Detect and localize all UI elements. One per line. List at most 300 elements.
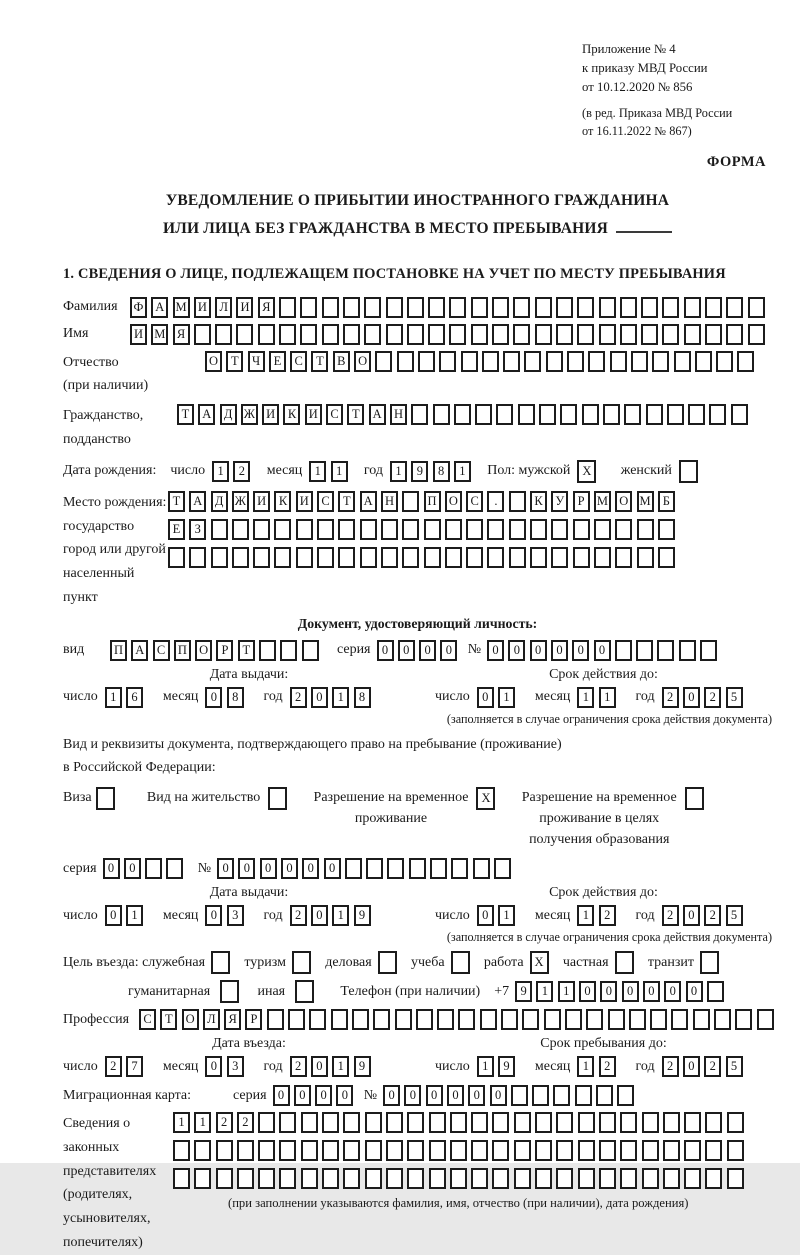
form-cell[interactable] (475, 404, 492, 425)
form-cell[interactable] (365, 1140, 382, 1161)
form-cell[interactable]: 8 (354, 687, 371, 708)
temp-permit-checkbox[interactable] (476, 787, 499, 810)
form-cell[interactable] (437, 1009, 454, 1030)
form-cell[interactable] (514, 1112, 531, 1133)
form-cell[interactable] (716, 351, 733, 372)
form-cell[interactable]: 0 (487, 640, 504, 661)
form-cell[interactable]: О (182, 1009, 199, 1030)
form-cell[interactable] (411, 404, 428, 425)
doc-issue-day-cells[interactable] (105, 687, 148, 708)
form-cell[interactable]: Я (258, 297, 275, 318)
doc-issue-month-cells[interactable] (205, 687, 248, 708)
form-cell[interactable] (727, 1112, 744, 1133)
form-cell[interactable]: 1 (454, 461, 471, 482)
form-cell[interactable] (695, 351, 712, 372)
form-cell[interactable]: 0 (311, 687, 328, 708)
form-cell[interactable]: 0 (600, 981, 617, 1002)
form-cell[interactable] (429, 1140, 446, 1161)
form-cell[interactable]: Т (160, 1009, 177, 1030)
form-cell[interactable] (322, 1140, 339, 1161)
form-cell[interactable] (352, 1009, 369, 1030)
form-cell[interactable] (556, 1112, 573, 1133)
form-cell[interactable] (338, 519, 355, 540)
form-cell[interactable] (386, 1168, 403, 1189)
form-cell[interactable]: А (151, 297, 168, 318)
form-cell[interactable]: 1 (577, 687, 594, 708)
form-cell[interactable]: . (487, 491, 504, 512)
form-cell[interactable]: 0 (205, 687, 222, 708)
form-cell[interactable]: 0 (315, 1085, 332, 1106)
form-cell[interactable] (631, 351, 648, 372)
form-cell[interactable] (642, 1112, 659, 1133)
form-cell[interactable] (296, 519, 313, 540)
form-cell[interactable] (268, 787, 287, 810)
form-cell[interactable]: Т (238, 640, 255, 661)
form-cell[interactable] (546, 351, 563, 372)
form-cell[interactable] (535, 324, 552, 345)
form-cell[interactable] (535, 1140, 552, 1161)
form-cell[interactable] (620, 1112, 637, 1133)
form-cell[interactable]: Р (573, 491, 590, 512)
form-cell[interactable] (577, 297, 594, 318)
form-cell[interactable]: 3 (227, 905, 244, 926)
form-cell[interactable]: С (326, 404, 343, 425)
form-cell[interactable] (524, 351, 541, 372)
form-cell[interactable]: 1 (332, 905, 349, 926)
sex-male-checkbox[interactable] (577, 460, 600, 483)
form-cell[interactable] (662, 297, 679, 318)
form-cell[interactable]: М (594, 491, 611, 512)
form-cell[interactable] (300, 297, 317, 318)
form-cell[interactable] (496, 404, 513, 425)
form-cell[interactable] (429, 1168, 446, 1189)
permit-valid-year-cells[interactable] (662, 905, 747, 926)
form-cell[interactable]: 1 (577, 1056, 594, 1077)
form-cell[interactable] (551, 547, 568, 568)
form-cell[interactable] (428, 297, 445, 318)
form-cell[interactable]: С (290, 351, 307, 372)
form-cell[interactable] (471, 1168, 488, 1189)
form-cell[interactable] (466, 547, 483, 568)
form-cell[interactable] (279, 1168, 296, 1189)
form-cell[interactable] (705, 1112, 722, 1133)
form-cell[interactable] (646, 404, 663, 425)
other-checkbox[interactable] (295, 980, 318, 1003)
form-cell[interactable]: У (551, 491, 568, 512)
form-cell[interactable] (707, 981, 724, 1002)
form-cell[interactable]: Л (203, 1009, 220, 1030)
form-cell[interactable]: О (615, 491, 632, 512)
form-cell[interactable]: И (296, 491, 313, 512)
mig-number-cells[interactable] (383, 1085, 639, 1106)
stay-month-cells[interactable] (577, 1056, 620, 1077)
form-cell[interactable]: В (333, 351, 350, 372)
form-cell[interactable] (258, 324, 275, 345)
form-cell[interactable] (301, 1112, 318, 1133)
form-cell[interactable]: 0 (594, 640, 611, 661)
form-cell[interactable]: С (466, 491, 483, 512)
form-cell[interactable]: 0 (683, 905, 700, 926)
form-cell[interactable] (596, 1085, 613, 1106)
form-cell[interactable] (96, 787, 115, 810)
form-cell[interactable]: 0 (377, 640, 394, 661)
form-cell[interactable] (727, 1140, 744, 1161)
study-checkbox[interactable] (451, 951, 474, 974)
form-cell[interactable] (211, 951, 230, 974)
form-cell[interactable]: З (189, 519, 206, 540)
form-cell[interactable] (236, 324, 253, 345)
phone-cells[interactable] (515, 981, 728, 1002)
form-cell[interactable] (503, 351, 520, 372)
form-cell[interactable] (451, 858, 468, 879)
permit-issue-year-cells[interactable] (290, 905, 375, 926)
form-cell[interactable]: 9 (411, 461, 428, 482)
form-cell[interactable]: 0 (404, 1085, 421, 1106)
form-cell[interactable] (532, 1085, 549, 1106)
permit-series-cells[interactable] (103, 858, 188, 879)
doc-valid-day-cells[interactable] (477, 687, 520, 708)
form-cell[interactable]: X (530, 951, 549, 974)
form-cell[interactable] (407, 1112, 424, 1133)
representatives-cells-row1[interactable] (173, 1112, 748, 1133)
form-cell[interactable] (237, 1168, 254, 1189)
form-cell[interactable]: 0 (281, 858, 298, 879)
birth-place-cells-row1[interactable] (168, 491, 679, 512)
form-cell[interactable]: 1 (536, 981, 553, 1002)
form-cell[interactable] (416, 1009, 433, 1030)
form-cell[interactable]: Е (168, 519, 185, 540)
form-cell[interactable]: 0 (477, 905, 494, 926)
form-cell[interactable]: 1 (332, 687, 349, 708)
form-cell[interactable]: 2 (662, 1056, 679, 1077)
form-cell[interactable] (373, 1009, 390, 1030)
form-cell[interactable]: И (253, 491, 270, 512)
form-cell[interactable] (258, 1168, 275, 1189)
work-checkbox[interactable] (530, 951, 553, 974)
form-cell[interactable] (378, 951, 397, 974)
form-cell[interactable] (603, 404, 620, 425)
form-cell[interactable] (173, 1168, 190, 1189)
form-cell[interactable] (556, 297, 573, 318)
birth-year-cells[interactable] (390, 461, 475, 482)
form-cell[interactable]: 1 (309, 461, 326, 482)
form-cell[interactable] (300, 324, 317, 345)
form-cell[interactable]: 1 (577, 905, 594, 926)
form-cell[interactable] (620, 1140, 637, 1161)
form-cell[interactable]: М (151, 324, 168, 345)
form-cell[interactable] (573, 547, 590, 568)
form-cell[interactable]: 0 (508, 640, 525, 661)
form-cell[interactable] (395, 1009, 412, 1030)
form-cell[interactable] (599, 1168, 616, 1189)
form-cell[interactable] (556, 1140, 573, 1161)
form-cell[interactable]: 5 (726, 1056, 743, 1077)
form-cell[interactable] (642, 1168, 659, 1189)
form-cell[interactable] (309, 1009, 326, 1030)
form-cell[interactable]: И (305, 404, 322, 425)
visa-checkbox[interactable] (96, 787, 119, 810)
form-cell[interactable] (514, 1140, 531, 1161)
form-cell[interactable] (599, 297, 616, 318)
form-cell[interactable] (338, 547, 355, 568)
form-cell[interactable]: А (369, 404, 386, 425)
form-cell[interactable]: Т (226, 351, 243, 372)
form-cell[interactable]: 1 (194, 1112, 211, 1133)
edu-permit-checkbox[interactable] (685, 787, 708, 810)
form-cell[interactable]: О (445, 491, 462, 512)
form-cell[interactable]: 0 (477, 687, 494, 708)
representatives-cells-row3[interactable] (173, 1168, 748, 1189)
form-cell[interactable] (402, 519, 419, 540)
form-cell[interactable] (577, 324, 594, 345)
surname-cells[interactable] (130, 297, 769, 318)
form-cell[interactable] (578, 1168, 595, 1189)
form-cell[interactable] (735, 1009, 752, 1030)
form-cell[interactable]: 0 (447, 1085, 464, 1106)
permit-issue-day-cells[interactable] (105, 905, 148, 926)
form-cell[interactable]: Я (224, 1009, 241, 1030)
form-cell[interactable] (705, 1168, 722, 1189)
form-cell[interactable] (513, 324, 530, 345)
form-cell[interactable] (343, 1140, 360, 1161)
form-cell[interactable] (331, 1009, 348, 1030)
form-cell[interactable] (449, 297, 466, 318)
permit-number-cells[interactable] (217, 858, 515, 879)
form-cell[interactable] (657, 640, 674, 661)
patronymic-cells[interactable] (205, 351, 759, 372)
form-cell[interactable] (364, 297, 381, 318)
form-cell[interactable] (705, 324, 722, 345)
form-cell[interactable]: 0 (579, 981, 596, 1002)
form-cell[interactable]: 0 (530, 640, 547, 661)
form-cell[interactable] (302, 640, 319, 661)
form-cell[interactable] (586, 1009, 603, 1030)
form-cell[interactable]: Т (338, 491, 355, 512)
form-cell[interactable]: 0 (490, 1085, 507, 1106)
form-cell[interactable]: 0 (643, 981, 660, 1002)
form-cell[interactable] (450, 1168, 467, 1189)
form-cell[interactable]: 2 (290, 905, 307, 926)
form-cell[interactable] (429, 1112, 446, 1133)
form-cell[interactable] (194, 1140, 211, 1161)
form-cell[interactable]: Е (269, 351, 286, 372)
form-cell[interactable] (232, 547, 249, 568)
form-cell[interactable] (381, 547, 398, 568)
form-cell[interactable] (578, 1112, 595, 1133)
form-cell[interactable] (439, 351, 456, 372)
form-cell[interactable] (279, 1140, 296, 1161)
form-cell[interactable] (232, 519, 249, 540)
form-cell[interactable] (492, 1168, 509, 1189)
permit-valid-month-cells[interactable] (577, 905, 620, 926)
form-cell[interactable] (565, 1009, 582, 1030)
form-cell[interactable]: 1 (212, 461, 229, 482)
form-cell[interactable] (173, 1140, 190, 1161)
form-cell[interactable] (211, 547, 228, 568)
form-cell[interactable] (386, 1112, 403, 1133)
form-cell[interactable] (430, 858, 447, 879)
form-cell[interactable]: Т (168, 491, 185, 512)
form-cell[interactable] (487, 519, 504, 540)
form-cell[interactable]: 6 (126, 687, 143, 708)
mig-series-cells[interactable] (273, 1085, 358, 1106)
form-cell[interactable]: 1 (173, 1112, 190, 1133)
form-cell[interactable] (386, 1140, 403, 1161)
form-cell[interactable]: 0 (683, 1056, 700, 1077)
form-cell[interactable]: О (195, 640, 212, 661)
form-cell[interactable] (700, 951, 719, 974)
form-cell[interactable] (433, 404, 450, 425)
form-cell[interactable] (494, 858, 511, 879)
form-cell[interactable] (663, 1168, 680, 1189)
form-cell[interactable] (560, 404, 577, 425)
form-cell[interactable]: Д (211, 491, 228, 512)
form-cell[interactable] (424, 547, 441, 568)
form-cell[interactable] (624, 404, 641, 425)
purpose-official-checkbox[interactable] (211, 951, 234, 974)
form-cell[interactable]: 5 (726, 687, 743, 708)
form-cell[interactable]: И (194, 297, 211, 318)
form-cell[interactable]: О (354, 351, 371, 372)
form-cell[interactable]: 0 (336, 1085, 353, 1106)
form-cell[interactable]: 1 (332, 1056, 349, 1077)
form-cell[interactable] (471, 324, 488, 345)
form-cell[interactable] (258, 1140, 275, 1161)
form-cell[interactable] (684, 324, 701, 345)
form-cell[interactable] (301, 1168, 318, 1189)
stay-day-cells[interactable] (477, 1056, 520, 1077)
form-cell[interactable] (279, 1112, 296, 1133)
form-cell[interactable] (445, 547, 462, 568)
form-cell[interactable] (216, 1168, 233, 1189)
form-cell[interactable] (705, 297, 722, 318)
form-cell[interactable]: 2 (704, 1056, 721, 1077)
form-cell[interactable] (292, 951, 311, 974)
form-cell[interactable]: И (236, 297, 253, 318)
form-cell[interactable] (364, 324, 381, 345)
form-cell[interactable] (274, 547, 291, 568)
form-cell[interactable] (253, 519, 270, 540)
form-cell[interactable]: 0 (302, 858, 319, 879)
form-cell[interactable] (375, 351, 392, 372)
form-cell[interactable]: К (530, 491, 547, 512)
form-cell[interactable] (259, 640, 276, 661)
form-cell[interactable]: 0 (103, 858, 120, 879)
form-cell[interactable]: 2 (290, 687, 307, 708)
form-cell[interactable]: 8 (433, 461, 450, 482)
form-cell[interactable]: Б (658, 491, 675, 512)
form-cell[interactable]: 1 (599, 687, 616, 708)
form-cell[interactable] (407, 297, 424, 318)
form-cell[interactable] (343, 297, 360, 318)
form-cell[interactable] (671, 1009, 688, 1030)
form-cell[interactable] (492, 1140, 509, 1161)
form-cell[interactable]: Ф (130, 297, 147, 318)
form-cell[interactable] (322, 1112, 339, 1133)
form-cell[interactable] (530, 519, 547, 540)
form-cell[interactable] (216, 1140, 233, 1161)
form-cell[interactable] (615, 640, 632, 661)
form-cell[interactable]: 1 (390, 461, 407, 482)
form-cell[interactable] (253, 547, 270, 568)
form-cell[interactable] (658, 547, 675, 568)
form-cell[interactable] (513, 297, 530, 318)
form-cell[interactable] (501, 1009, 518, 1030)
form-cell[interactable] (194, 324, 211, 345)
form-cell[interactable] (556, 324, 573, 345)
form-cell[interactable] (237, 1140, 254, 1161)
form-cell[interactable]: 0 (205, 1056, 222, 1077)
form-cell[interactable] (492, 1112, 509, 1133)
form-cell[interactable] (360, 547, 377, 568)
entry-month-cells[interactable] (205, 1056, 248, 1077)
form-cell[interactable] (487, 547, 504, 568)
form-cell[interactable] (317, 519, 334, 540)
form-cell[interactable] (567, 351, 584, 372)
form-cell[interactable] (166, 858, 183, 879)
form-cell[interactable]: 2 (105, 1056, 122, 1077)
form-cell[interactable]: 0 (683, 687, 700, 708)
form-cell[interactable] (544, 1009, 561, 1030)
form-cell[interactable] (588, 351, 605, 372)
form-cell[interactable]: Р (245, 1009, 262, 1030)
form-cell[interactable] (145, 858, 162, 879)
form-cell[interactable] (466, 519, 483, 540)
form-cell[interactable]: 7 (126, 1056, 143, 1077)
form-cell[interactable]: Л (215, 297, 232, 318)
form-cell[interactable] (553, 1085, 570, 1106)
form-cell[interactable] (709, 404, 726, 425)
given-name-cells[interactable] (130, 324, 769, 345)
form-cell[interactable] (748, 324, 765, 345)
form-cell[interactable]: 2 (704, 687, 721, 708)
form-cell[interactable] (450, 1140, 467, 1161)
form-cell[interactable] (492, 324, 509, 345)
form-cell[interactable] (658, 519, 675, 540)
form-cell[interactable]: Н (390, 404, 407, 425)
form-cell[interactable]: С (317, 491, 334, 512)
form-cell[interactable] (407, 1168, 424, 1189)
form-cell[interactable] (620, 297, 637, 318)
form-cell[interactable] (387, 858, 404, 879)
form-cell[interactable] (615, 547, 632, 568)
form-cell[interactable] (578, 1140, 595, 1161)
form-cell[interactable] (343, 1112, 360, 1133)
form-cell[interactable]: 0 (572, 640, 589, 661)
form-cell[interactable] (667, 404, 684, 425)
form-cell[interactable] (518, 404, 535, 425)
form-cell[interactable] (629, 1009, 646, 1030)
business-checkbox[interactable] (378, 951, 401, 974)
form-cell[interactable]: 0 (294, 1085, 311, 1106)
form-cell[interactable] (575, 1085, 592, 1106)
form-cell[interactable] (684, 1140, 701, 1161)
form-cell[interactable] (451, 951, 470, 974)
form-cell[interactable]: Н (381, 491, 398, 512)
form-cell[interactable] (454, 404, 471, 425)
form-cell[interactable] (322, 297, 339, 318)
form-cell[interactable] (482, 351, 499, 372)
form-cell[interactable]: 0 (440, 640, 457, 661)
form-cell[interactable]: 5 (726, 905, 743, 926)
form-cell[interactable] (471, 1112, 488, 1133)
form-cell[interactable] (322, 324, 339, 345)
form-cell[interactable] (674, 351, 691, 372)
form-cell[interactable] (366, 858, 383, 879)
form-cell[interactable] (279, 324, 296, 345)
form-cell[interactable]: 0 (468, 1085, 485, 1106)
form-cell[interactable] (617, 1085, 634, 1106)
